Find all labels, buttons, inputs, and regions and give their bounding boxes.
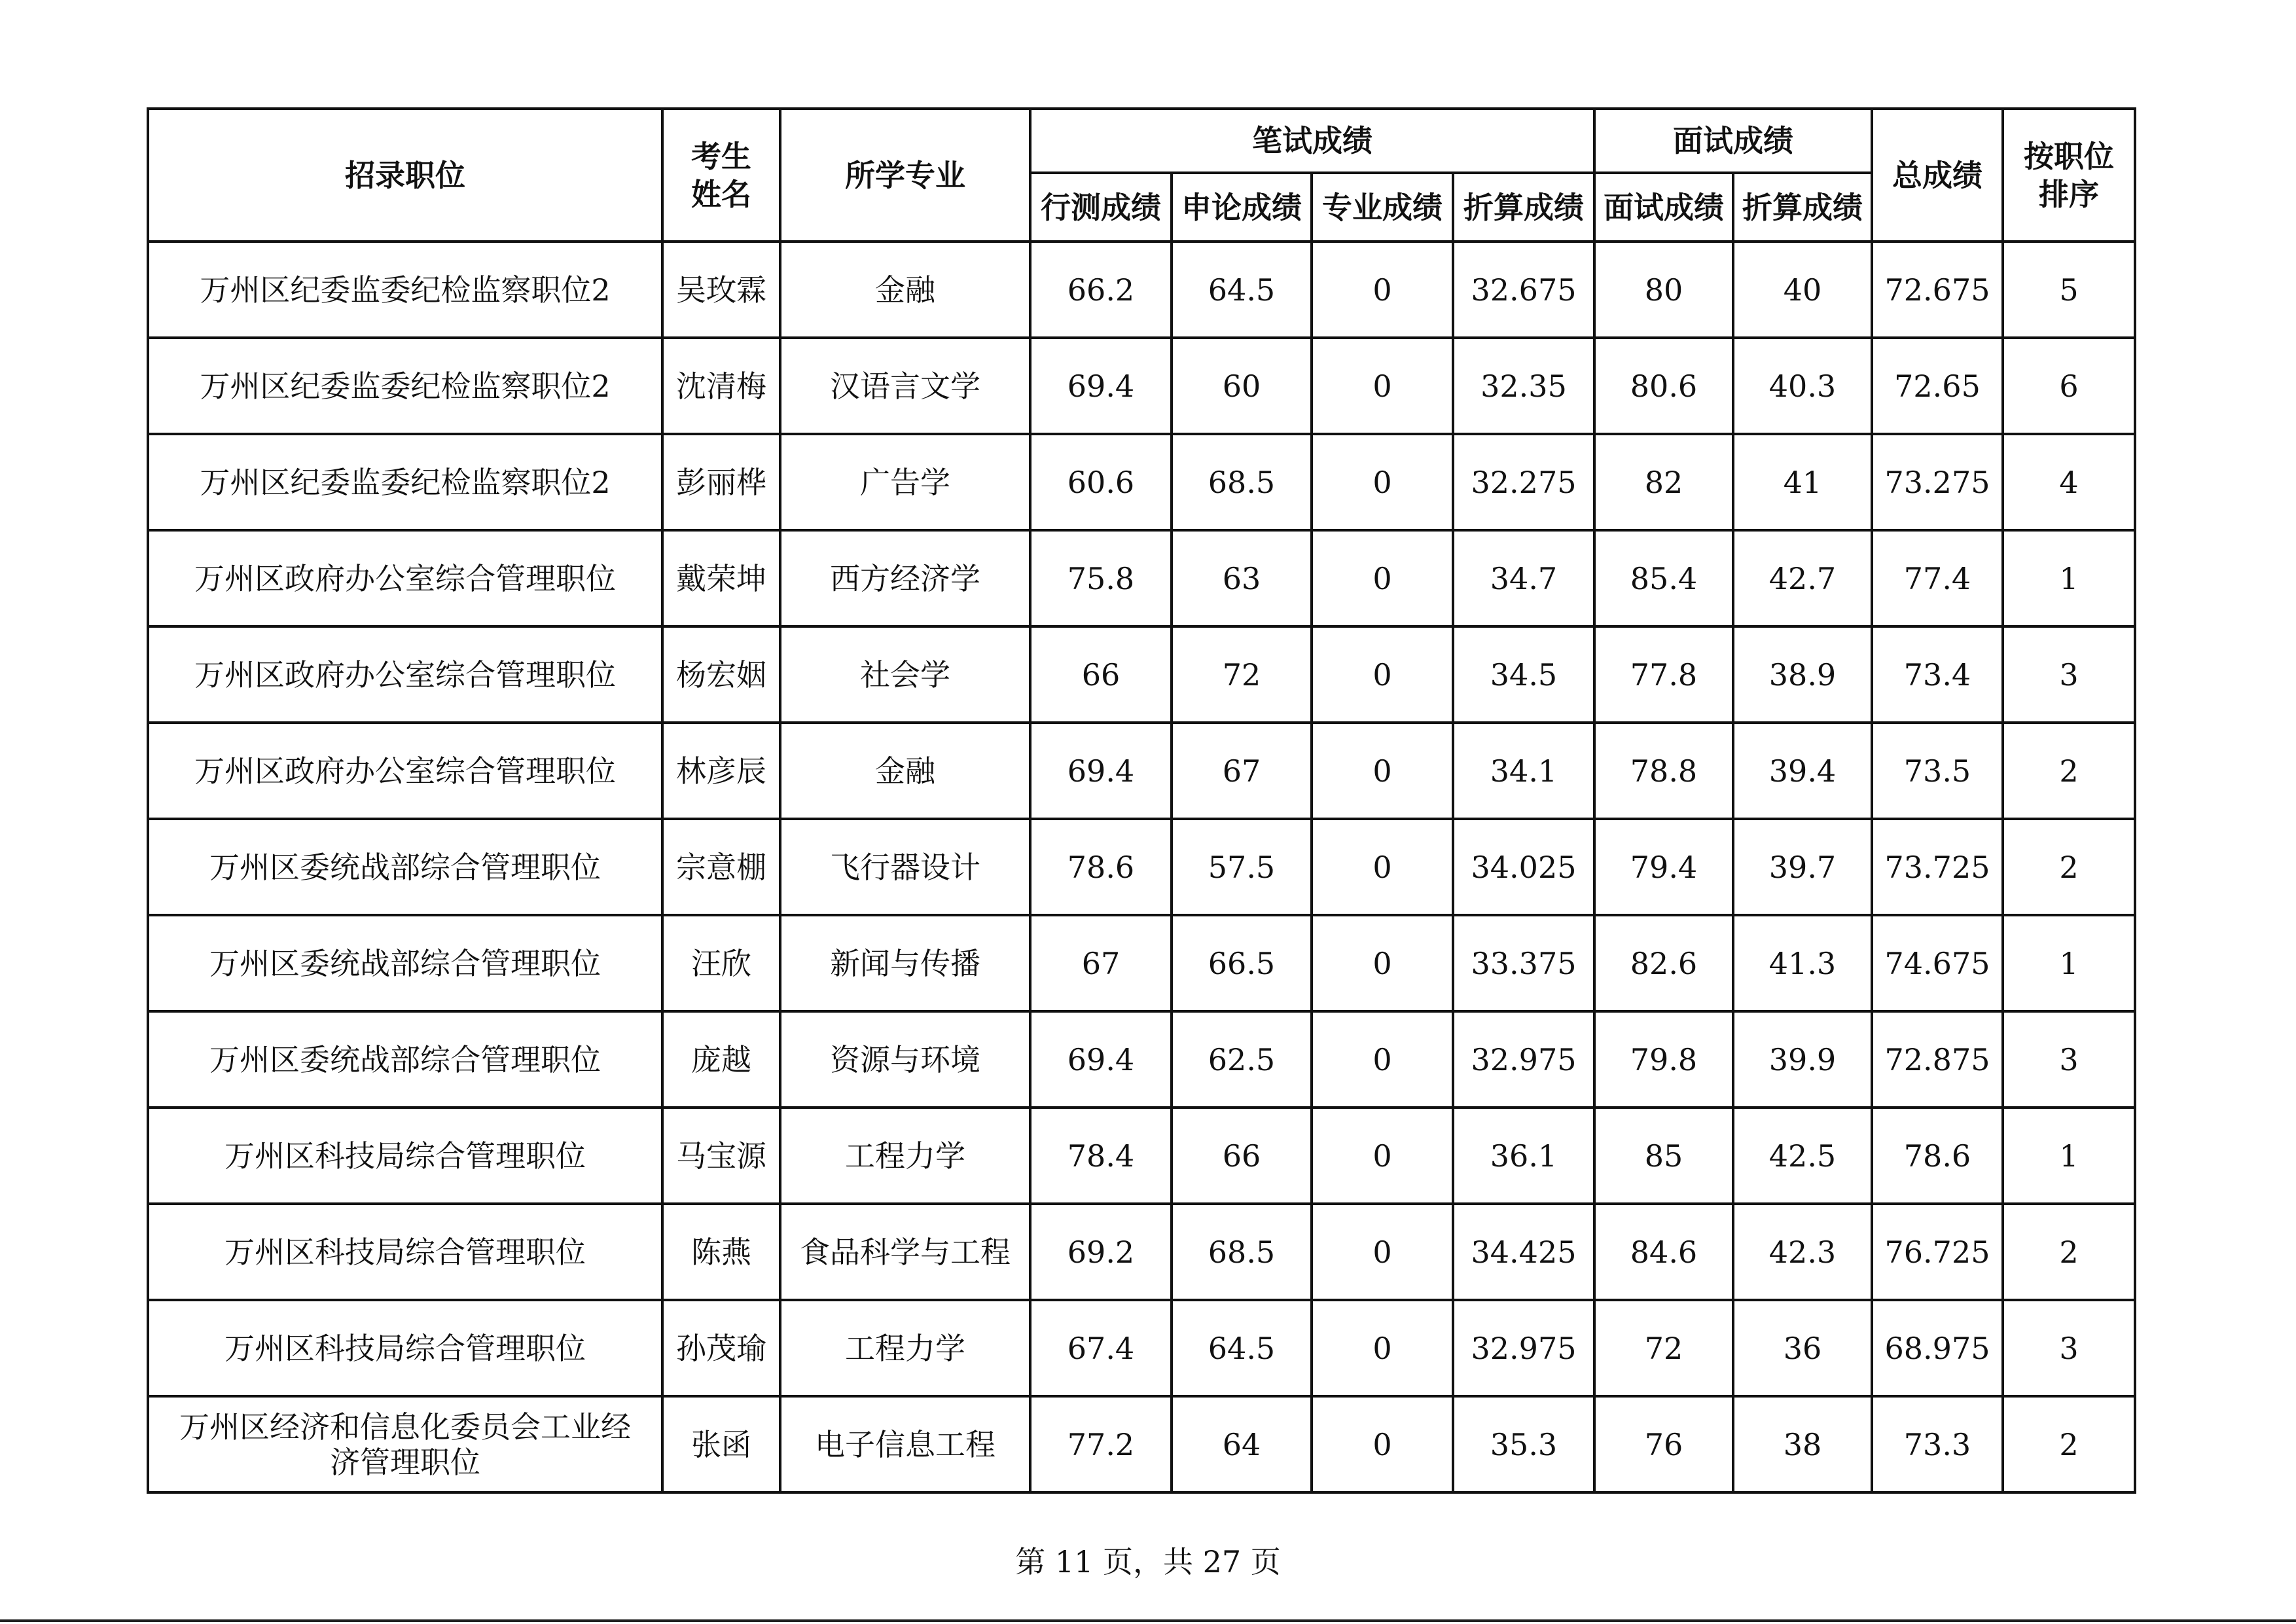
xingce-score-cell: 75.8 [1030, 530, 1172, 626]
header-rank-line-1: 按职位 [2024, 138, 2114, 174]
interview-score-cell: 85 [1594, 1108, 1733, 1204]
written-converted-cell: 34.7 [1453, 530, 1594, 626]
interview-score-cell: 84.6 [1594, 1204, 1733, 1300]
interview-converted-cell: 38 [1733, 1396, 1872, 1492]
header-written-shenlun: 申论成绩 [1172, 173, 1312, 242]
interview-converted-cell: 42.3 [1733, 1204, 1872, 1300]
interview-converted-cell: 42.7 [1733, 530, 1872, 626]
rank-cell: 2 [2003, 723, 2135, 819]
shenlun-score-cell: 64.5 [1172, 242, 1312, 338]
major-cell: 飞行器设计 [780, 819, 1030, 915]
position-cell: 万州区委统战部综合管理职位 [148, 819, 662, 915]
shenlun-score-cell: 63 [1172, 530, 1312, 626]
position-line: 济管理职位 [330, 1444, 480, 1480]
special-score-cell: 0 [1312, 819, 1453, 915]
interview-converted-cell: 36 [1733, 1300, 1872, 1396]
table-row [148, 242, 2135, 338]
table-row [148, 819, 2135, 915]
special-score-cell: 0 [1312, 530, 1453, 626]
interview-score-cell: 80 [1594, 242, 1733, 338]
interview-score-cell: 76 [1594, 1396, 1733, 1492]
major-cell: 资源与环境 [780, 1011, 1030, 1108]
shenlun-score-cell: 67 [1172, 723, 1312, 819]
position-line: 万州区经济和信息化委员会工业经 [179, 1409, 631, 1445]
rank-cell: 4 [2003, 434, 2135, 530]
header-written-converted: 折算成绩 [1453, 173, 1594, 242]
major-cell: 工程力学 [780, 1300, 1030, 1396]
shenlun-score-cell: 64.5 [1172, 1300, 1312, 1396]
position-cell: 万州区纪委监委纪检监察职位2 [148, 338, 662, 434]
name-cell: 吴玫霖 [662, 242, 780, 338]
total-score-cell: 78.6 [1872, 1108, 2003, 1204]
interview-score-cell: 72 [1594, 1300, 1733, 1396]
special-score-cell: 0 [1312, 626, 1453, 723]
major-cell: 新闻与传播 [780, 915, 1030, 1011]
xingce-score-cell: 78.4 [1030, 1108, 1172, 1204]
total-score-cell: 73.275 [1872, 434, 2003, 530]
major-cell: 广告学 [780, 434, 1030, 530]
name-cell: 庞越 [662, 1011, 780, 1108]
name-cell: 杨宏姻 [662, 626, 780, 723]
position-cell: 万州区政府办公室综合管理职位 [148, 530, 662, 626]
table-row [148, 1011, 2135, 1108]
header-interview-converted: 折算成绩 [1733, 173, 1872, 242]
table-row [148, 434, 2135, 530]
major-cell: 汉语言文学 [780, 338, 1030, 434]
major-cell: 工程力学 [780, 1108, 1030, 1204]
written-converted-cell: 36.1 [1453, 1108, 1594, 1204]
written-converted-cell: 33.375 [1453, 915, 1594, 1011]
interview-converted-cell: 42.5 [1733, 1108, 1872, 1204]
written-converted-cell: 32.35 [1453, 338, 1594, 434]
score-table [147, 107, 2136, 1494]
interview-score-cell: 85.4 [1594, 530, 1733, 626]
header-major: 所学专业 [780, 109, 1030, 242]
written-converted-cell: 32.675 [1453, 242, 1594, 338]
total-score-cell: 73.5 [1872, 723, 2003, 819]
interview-converted-cell: 41 [1733, 434, 1872, 530]
rank-cell: 2 [2003, 819, 2135, 915]
shenlun-score-cell: 57.5 [1172, 819, 1312, 915]
table-row [148, 626, 2135, 723]
table-row [148, 530, 2135, 626]
header-total: 总成绩 [1872, 109, 2003, 242]
header-written-group: 笔试成绩 [1030, 109, 1594, 173]
header-rank [2003, 109, 2135, 242]
name-cell: 马宝源 [662, 1108, 780, 1204]
special-score-cell: 0 [1312, 1108, 1453, 1204]
header-interview-group: 面试成绩 [1594, 109, 1872, 173]
name-cell: 戴荣坤 [662, 530, 780, 626]
total-score-cell: 73.4 [1872, 626, 2003, 723]
header-interview-score: 面试成绩 [1594, 173, 1733, 242]
table-row [148, 1108, 2135, 1204]
position-cell: 万州区政府办公室综合管理职位 [148, 723, 662, 819]
xingce-score-cell: 60.6 [1030, 434, 1172, 530]
interview-score-cell: 78.8 [1594, 723, 1733, 819]
total-score-cell: 77.4 [1872, 530, 2003, 626]
name-cell: 张函 [662, 1396, 780, 1492]
interview-score-cell: 77.8 [1594, 626, 1733, 723]
shenlun-score-cell: 68.5 [1172, 1204, 1312, 1300]
interview-score-cell: 79.4 [1594, 819, 1733, 915]
special-score-cell: 0 [1312, 242, 1453, 338]
rank-cell: 2 [2003, 1396, 2135, 1492]
special-score-cell: 0 [1312, 1011, 1453, 1108]
xingce-score-cell: 69.2 [1030, 1204, 1172, 1300]
position-cell: 万州区委统战部综合管理职位 [148, 915, 662, 1011]
shenlun-score-cell: 68.5 [1172, 434, 1312, 530]
total-score-cell: 76.725 [1872, 1204, 2003, 1300]
shenlun-score-cell: 72 [1172, 626, 1312, 723]
xingce-score-cell: 67.4 [1030, 1300, 1172, 1396]
written-converted-cell: 34.5 [1453, 626, 1594, 723]
major-cell: 电子信息工程 [780, 1396, 1030, 1492]
interview-converted-cell: 39.9 [1733, 1011, 1872, 1108]
name-cell: 沈清梅 [662, 338, 780, 434]
major-cell: 食品科学与工程 [780, 1204, 1030, 1300]
major-cell: 金融 [780, 242, 1030, 338]
written-converted-cell: 34.425 [1453, 1204, 1594, 1300]
name-cell: 彭丽桦 [662, 434, 780, 530]
interview-converted-cell: 39.7 [1733, 819, 1872, 915]
name-cell: 宗意棚 [662, 819, 780, 915]
special-score-cell: 0 [1312, 434, 1453, 530]
total-score-cell: 73.3 [1872, 1396, 2003, 1492]
name-cell: 陈燕 [662, 1204, 780, 1300]
special-score-cell: 0 [1312, 915, 1453, 1011]
rank-cell: 5 [2003, 242, 2135, 338]
xingce-score-cell: 78.6 [1030, 819, 1172, 915]
xingce-score-cell: 66 [1030, 626, 1172, 723]
written-converted-cell: 32.975 [1453, 1011, 1594, 1108]
header-rank-line-2: 排序 [2039, 176, 2099, 212]
position-cell: 万州区科技局综合管理职位 [148, 1300, 662, 1396]
page-bottom-rule [0, 1619, 2296, 1622]
interview-score-cell: 82.6 [1594, 915, 1733, 1011]
major-cell: 西方经济学 [780, 530, 1030, 626]
written-converted-cell: 34.025 [1453, 819, 1594, 915]
special-score-cell: 0 [1312, 723, 1453, 819]
interview-score-cell: 82 [1594, 434, 1733, 530]
rank-cell: 3 [2003, 626, 2135, 723]
header-name [662, 109, 780, 242]
total-score-cell: 74.675 [1872, 915, 2003, 1011]
shenlun-score-cell: 66 [1172, 1108, 1312, 1204]
page-number: 第 11 页，共 27 页 [1015, 1544, 1281, 1579]
name-cell: 孙茂瑜 [662, 1300, 780, 1396]
shenlun-score-cell: 62.5 [1172, 1011, 1312, 1108]
total-score-cell: 73.725 [1872, 819, 2003, 915]
rank-cell: 6 [2003, 338, 2135, 434]
total-score-cell: 68.975 [1872, 1300, 2003, 1396]
header-written-special: 专业成绩 [1312, 173, 1453, 242]
xingce-score-cell: 77.2 [1030, 1396, 1172, 1492]
total-score-cell: 72.675 [1872, 242, 2003, 338]
written-converted-cell: 32.275 [1453, 434, 1594, 530]
written-converted-cell: 34.1 [1453, 723, 1594, 819]
interview-converted-cell: 41.3 [1733, 915, 1872, 1011]
table-row [148, 338, 2135, 434]
header-name-line-1: 考生 [691, 138, 751, 174]
rank-cell: 1 [2003, 1108, 2135, 1204]
major-cell: 社会学 [780, 626, 1030, 723]
table-row [148, 915, 2135, 1011]
interview-converted-cell: 38.9 [1733, 626, 1872, 723]
interview-score-cell: 79.8 [1594, 1011, 1733, 1108]
interview-converted-cell: 40.3 [1733, 338, 1872, 434]
position-cell [148, 1396, 662, 1492]
xingce-score-cell: 69.4 [1030, 338, 1172, 434]
shenlun-score-cell: 64 [1172, 1396, 1312, 1492]
special-score-cell: 0 [1312, 1204, 1453, 1300]
table-row [148, 1300, 2135, 1396]
interview-converted-cell: 40 [1733, 242, 1872, 338]
xingce-score-cell: 66.2 [1030, 242, 1172, 338]
name-cell: 汪欣 [662, 915, 780, 1011]
shenlun-score-cell: 60 [1172, 338, 1312, 434]
special-score-cell: 0 [1312, 1300, 1453, 1396]
score-rows [148, 242, 2135, 1492]
written-converted-cell: 32.975 [1453, 1300, 1594, 1396]
name-cell: 林彦辰 [662, 723, 780, 819]
total-score-cell: 72.65 [1872, 338, 2003, 434]
header-written-xingce: 行测成绩 [1030, 173, 1172, 242]
major-cell: 金融 [780, 723, 1030, 819]
special-score-cell: 0 [1312, 1396, 1453, 1492]
table-row [148, 1204, 2135, 1300]
xingce-score-cell: 69.4 [1030, 1011, 1172, 1108]
interview-converted-cell: 39.4 [1733, 723, 1872, 819]
position-cell: 万州区纪委监委纪检监察职位2 [148, 434, 662, 530]
table-row [148, 723, 2135, 819]
xingce-score-cell: 67 [1030, 915, 1172, 1011]
header-name-line-2: 姓名 [691, 176, 751, 212]
rank-cell: 2 [2003, 1204, 2135, 1300]
position-cell: 万州区科技局综合管理职位 [148, 1204, 662, 1300]
total-score-cell: 72.875 [1872, 1011, 2003, 1108]
rank-cell: 3 [2003, 1011, 2135, 1108]
rank-cell: 1 [2003, 915, 2135, 1011]
position-cell: 万州区科技局综合管理职位 [148, 1108, 662, 1204]
written-converted-cell: 35.3 [1453, 1396, 1594, 1492]
interview-score-cell: 80.6 [1594, 338, 1733, 434]
rank-cell: 3 [2003, 1300, 2135, 1396]
special-score-cell: 0 [1312, 338, 1453, 434]
shenlun-score-cell: 66.5 [1172, 915, 1312, 1011]
position-cell: 万州区纪委监委纪检监察职位2 [148, 242, 662, 338]
xingce-score-cell: 69.4 [1030, 723, 1172, 819]
position-cell: 万州区政府办公室综合管理职位 [148, 626, 662, 723]
header-position: 招录职位 [148, 109, 662, 242]
rank-cell: 1 [2003, 530, 2135, 626]
position-cell: 万州区委统战部综合管理职位 [148, 1011, 662, 1108]
table-row [148, 1396, 2135, 1492]
